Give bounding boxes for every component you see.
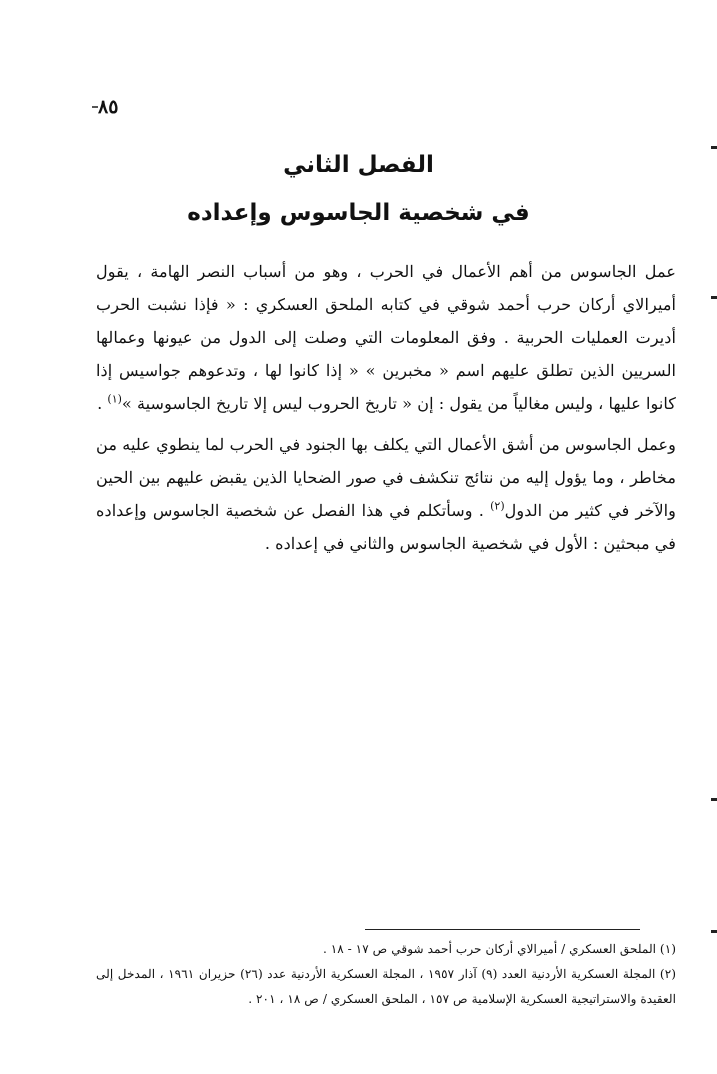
page-number: ٨٥ [98, 96, 119, 118]
margin-mark [711, 798, 717, 801]
paragraph-2-text: وعمل الجاسوس من أشق الأعمال التي يكلف بها الجنود في الحرب لما ينطوي عليه من مخاطر ، وما يؤول إليه من نتائج تنكشف في صور الضحايا الذين يقبض عليهم بين الحين والآخر في كثير من الدول [96, 435, 676, 520]
margin-mark [711, 930, 717, 933]
footnotes [96, 937, 676, 1012]
paragraph-1-text: عمل الجاسوس من أهم الأعمال في الحرب ، وهو من أسباب النصر الهامة ، يقول أميرالاي أركان حرب أحمد شوقي في كتابه الملحق العسكري : « فإذا نشبت الحرب أديرت العمليات الحربية . وفق المعلومات التي وصلت إلى الدول من عيونها وعمالها السريين الذين تطلق عليهم اسم « مخبرين » « إذا كانوا لها ، وتدعوهم جواسيس إذا كانوا عليها ، وليس مغالياً من يقول : إن « تاريخ الحروب ليس إلا تاريخ الجاسوسية » [96, 262, 676, 413]
margin-mark [711, 296, 717, 299]
paragraph-2 [96, 428, 676, 560]
margin-mark [711, 146, 717, 149]
footnote-2: (٢) المجلة العسكرية الأردنية العدد (٩) آذار ١٩٥٧ ، المجلة العسكرية الأردنية عدد (٢٦) حزيران ١٩٦١ ، المدخل إلى العقيدة والاستراتيجية العسكرية الإسلامية ص ١٥٧ ، الملحق العسكري / ص ١٨ ، ٢٠١ . [96, 967, 676, 1006]
paragraph-1 [96, 255, 676, 420]
footnote-1: (١) الملحق العسكري / أميرالاي أركان حرب أحمد شوقي ص ١٧ - ١٨ . [322, 942, 676, 956]
chapter-subtitle: في شخصية الجاسوس وإعداده [187, 200, 530, 226]
paragraph-2-end: . وسأتكلم في هذا الفصل عن شخصية الجاسوس وإعداده في مبحثين : الأول في شخصية الجاسوس والثاني في إعداده . [96, 501, 676, 553]
paragraph-1-end: . [97, 394, 108, 413]
footnote-ref-2[interactable]: (٢) [490, 499, 505, 513]
footnote-ref-1[interactable]: (١) [107, 392, 122, 406]
body-text [96, 255, 676, 560]
chapter-title: الفصل الثاني [283, 152, 434, 178]
footnote-divider [365, 929, 640, 930]
